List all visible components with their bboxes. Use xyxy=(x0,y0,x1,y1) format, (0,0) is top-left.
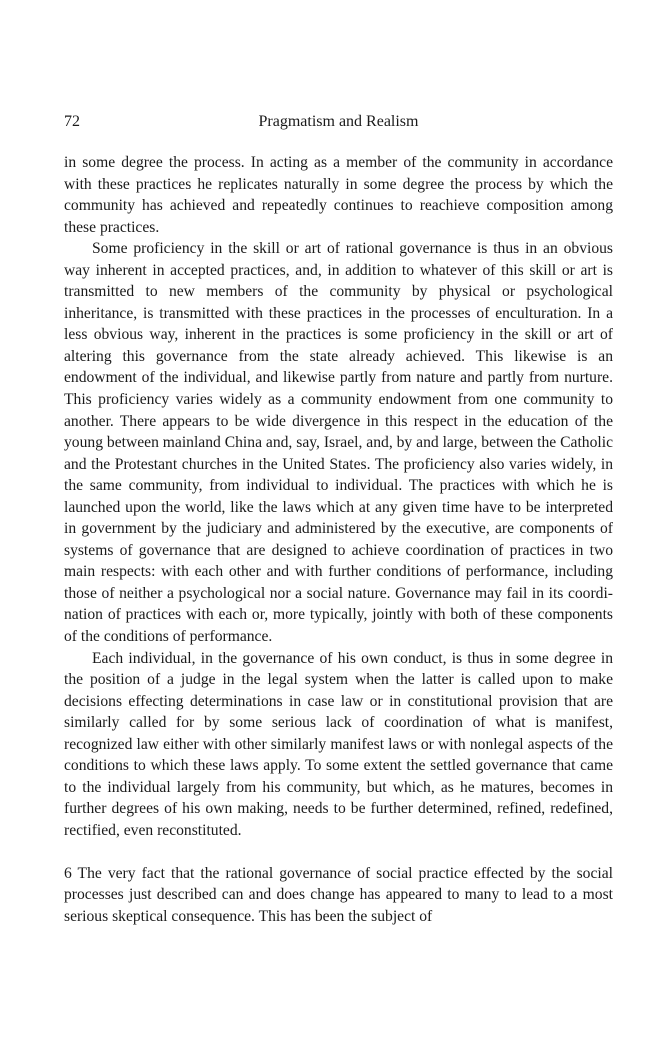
page-number: 72 xyxy=(64,113,80,130)
paragraph-continuation: in some degree the process. In acting as a member of the community in accordance with these practices he replicates naturally in some degree the process by which the community has achieved and repeatedly continues to reachieve composition among these practices. xyxy=(64,154,613,236)
paragraph-proficiency: Some proficiency in the skill or art of rational governance is thus in an obvious way inherent in accepted practices, and, in addition to whatever of this skill or art is transmitted to new members of the community by physical or psychological inheritance, is transmitted with these practices in the processes of enculturation. In a less obvious way, inherent in the practices is some proficiency in the skill or art of altering this governance from the state already achieved. This likewise is an endowment of the individual, and likewise partly from nature and partly from nurture. This proficiency varies widely as a community endowment from one community to another. There appears to be wide divergence in this respect in the education of the young between mainland China and, say, Israel, and, by and large, between the Catholic and the Protestant churches in the United States. The proficiency also varies widely, in the same community, from individual to individual. The practices with which he is launched upon the world, like the laws which at any given time have to be interpreted in government by the judiciary and administered by the executive, are components of systems of governance that are designed to achieve coordination of practices in two main respects: with each other and with further conditions of performance, including those of neither a psychological nor a social nature. Governance may fail in its coordination of practices with each or, more typically, jointly with both of these components of the conditions of performance. xyxy=(64,240,613,646)
running-title: Pragmatism and Realism xyxy=(258,113,419,130)
section-6-paragraph: 6 The very fact that the rational governance of social practice effected by the social processes just described can and does change has appeared to many to lead to a most serious skeptical consequence. This has been the subject of xyxy=(64,864,613,925)
body-text xyxy=(64,152,613,927)
paragraph-individual-governance: Each individual, in the governance of his own conduct, is thus in some degree in the position of a judge in the legal system when the latter is called upon to make decisions effecting determinations in case law or in constitutional provision that are similarly called for by some serious lack of coordination of what is manifest, recognized law either with other similarly manifest laws or with nonlegal aspects of the conditions to which these laws apply. To some extent the settled governance that came to the individual largely from his community, but which, as he matures, becomes in further degrees of his own making, needs to be further determined, refined, redefined, rectified, even reconstituted. xyxy=(64,649,613,839)
book-page xyxy=(64,112,613,927)
page-header xyxy=(64,112,613,136)
